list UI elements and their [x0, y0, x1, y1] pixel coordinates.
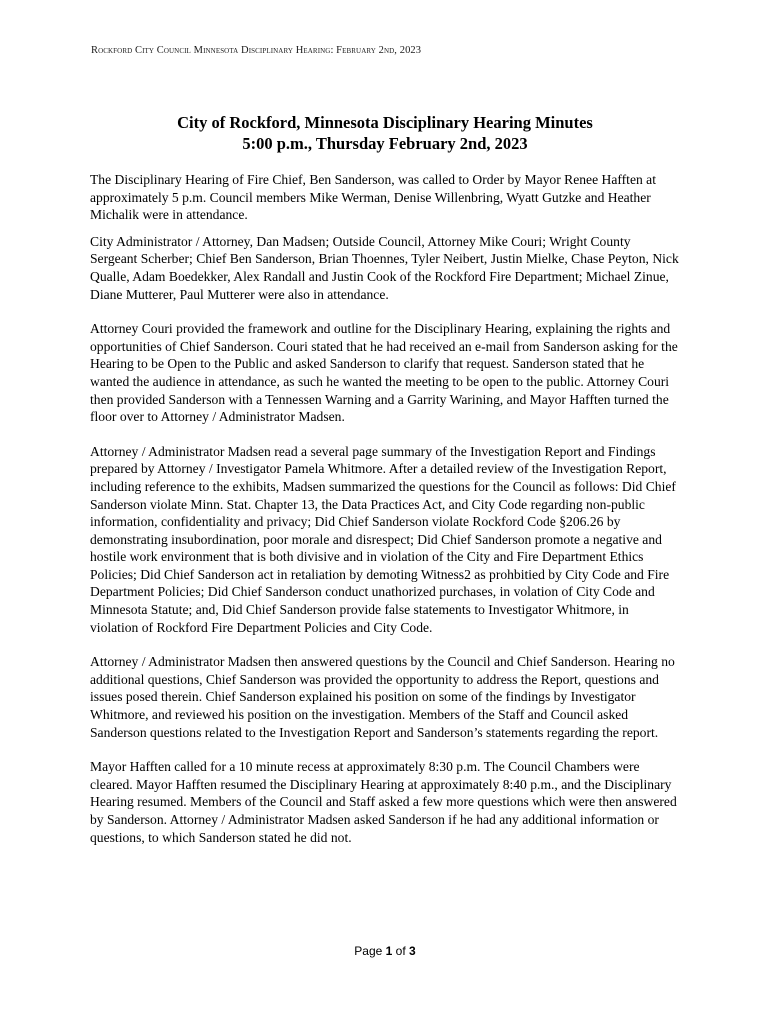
title-line-2: 5:00 p.m., Thursday February 2nd, 2023: [242, 134, 528, 153]
footer-page-word: Page: [354, 944, 383, 958]
title-line-1: City of Rockford, Minnesota Disciplinary Hearing Minutes: [177, 113, 593, 132]
paragraph-recess: Mayor Hafften called for a 10 minute recess at approximately 8:30 p.m. The Council Chambers were cleared. Mayor Hafften resumed the Disciplinary Hearing at approximately 8:40 p.m., and the Disciplinary Hearing resumed. Members of the Council and Staff asked a few more questions which were then answered by Sanderson. Attorney / Administrator Madsen asked Sanderson if he had any additional information or questions, to which Sanderson stated he did not.: [90, 759, 677, 845]
paragraph-questions: Attorney / Administrator Madsen then answered questions by the Council and Chief Sanderson. Hearing no additional questions, Chief Sanderson was provided the opportunity to address the Report, questions and issues posed therein. Chief Sanderson explained his position on some of the findings by Investigator Whitmore, and reviewed his position on the investigation. Members of the Staff and Council asked Sanderson questions related to the Investigation Report and Sanderson’s statements regarding the report.: [90, 654, 675, 740]
document-title: [0, 112, 770, 154]
footer-of-word: of: [395, 944, 406, 958]
minutes-body: [90, 171, 680, 855]
paragraph-framework: Attorney Couri provided the framework and outline for the Disciplinary Hearing, explaining the rights and opportunities of Chief Sanderson. Couri stated that he had received an e-mail from Sanderson asking for the Hearing to be Open to the Public and asked Sanderson to clarify that request. Sanderson stated that he wanted the audience in attendance, as such he wanted the meeting to be open to the public. Attorney Couri then provided Sanderson with a Tennessen Warning and a Garrity Warining, and Mayor Hafften turned the floor over to Attorney / Administrator Madsen.: [90, 321, 678, 425]
paragraph-call-to-order: The Disciplinary Hearing of Fire Chief, Ben Sanderson, was called to Order by Mayor Renee Hafften at approximately 5 p.m. Council members Mike Werman, Denise Willenbring, Wyatt Gutzke and Heather Michalik were in attendance.: [90, 172, 656, 223]
footer-total-pages: 3: [409, 944, 416, 958]
page-footer: [0, 944, 770, 958]
footer-current-page: 1: [385, 944, 393, 958]
running-header: Rockford City Council Minnesota Disciplinary Hearing: February 2nd, 2023: [91, 45, 422, 56]
paragraph-investigation-summary: Attorney / Administrator Madsen read a several page summary of the Investigation Report and Findings prepared by Attorney / Investigator Pamela Whitmore. After a detailed review of the Investigation Report, including reference to the exhibits, Madsen summarized the questions for the Council as follows: Did Chief Sanderson violate Minn. Stat. Chapter 13, the Data Practices Act, and City Code regarding non-public information, confidentiality and privacy; Did Chief Sanderson violate Rockford Code §206.26 by demonstrating insubordination, poor morale and disrespect; Did Chief Sanderson promote a negative and hostile work environment that is both divisive and in violation of the City and Fire Department Ethics Policies; Did Chief Sanderson act in retaliation by demoting Witness2 as prohbitied by City Code and Fire Department Policies; Did Chief Sanderson conduct unathorized purchases, in volation of City Code and Minnesota Statute; and, Did Chief Sanderson provide false statements to Investigator Whitmore, in violation of Rockford Fire Department Policies and City Code.: [90, 443, 676, 635]
paragraph-attendance: City Administrator / Attorney, Dan Madsen; Outside Council, Attorney Mike Couri; Wright County Sergeant Scherber; Chief Ben Sanderson, Brian Thoennes, Tyler Neibert, Justin Mielke, Chase Peyton, Nick Qualle, Adam Boedekker, Alex Randall and Justin Cook of the Rockford Fire Department; Michael Zinue, Diane Mutterer, Paul Mutterer were also in attendance.: [90, 233, 679, 302]
